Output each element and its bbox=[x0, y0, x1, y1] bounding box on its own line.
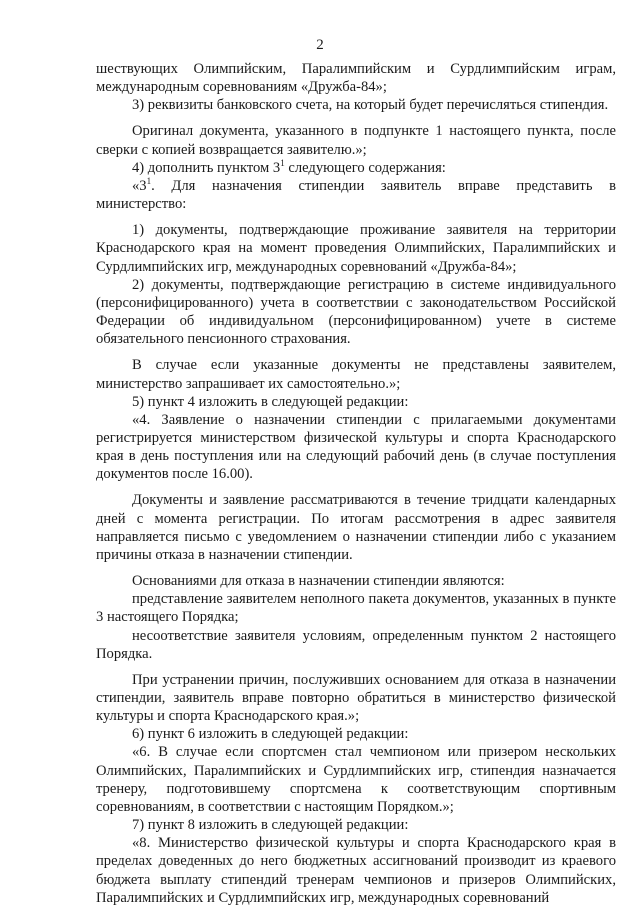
amendment-4-text: 4) дополнить пунктом 3 bbox=[132, 159, 281, 176]
paragraph-item-1: 1) документы, подтверждающие проживание заявителя на территории Краснодарского края на момент проведения Олимпийских, Паралимпийских и Сурдлимпийских игр, международных соревнований «Дружба-84»; bbox=[96, 222, 616, 275]
paragraph-amendment-5: 5) пункт 4 изложить в следующей редакции: bbox=[132, 393, 409, 410]
point-3-1-text: . Для назначения стипендии заявитель вправе представить в министерство: bbox=[96, 177, 616, 213]
point-3-1-prefix: «3 bbox=[132, 177, 147, 194]
superscript: 1 bbox=[146, 175, 152, 186]
paragraph-item-2: 2) документы, подтверждающие регистрацию в системе индивидуального (персонифицированного) учета в соответствии с законодательством Российской Федерации об индивидуальном (персонифицированном) учете в системе обязательного пенсионного страхования. bbox=[96, 276, 616, 348]
paragraph-point-3-1 bbox=[96, 177, 616, 213]
superscript: 1 bbox=[280, 157, 285, 168]
paragraph-point-6: «6. В случае если спортсмен стал чемпионом или призером нескольких Олимпийских, Паралимпийских и Сурдлимпийских игр, стипендия назначается тренеру, подготовившему спортсмена к соответствующим спортивным соревнованиям, в соответствии с настоящим Порядком.»; bbox=[96, 744, 616, 815]
paragraph-request: В случае если указанные документы не представлены заявителем, министерство запрашивает их самостоятельно.»; bbox=[96, 357, 616, 392]
document-body bbox=[96, 60, 616, 907]
paragraph-refusal-grounds: Основаниями для отказа в назначении стипендии являются: bbox=[132, 573, 505, 590]
paragraph-point-8: «8. Министерство физической культуры и спорта Краснодарского края в пределах доведенных до него бюджетных ассигнований производит из краевого бюджета выплату стипендий тренерам чемпионов и призеров Олимпийских, Паралимпийских и Сурдлимпийских игр, международных соревнований bbox=[96, 835, 616, 906]
page-number: 2 bbox=[316, 37, 324, 53]
paragraph-amendment-4 bbox=[96, 159, 616, 177]
paragraph-incomplete-package: представление заявителем неполного пакета документов, указанных в пункте 3 настоящего Порядка; bbox=[96, 591, 616, 626]
paragraph-nonconformity: несоответствие заявителя условиям, определенным пунктом 2 настоящего Порядка. bbox=[96, 627, 616, 662]
paragraph-review: Документы и заявление рассматриваются в течение тридцати календарных дней с момента регистрации. По итогам рассмотрения в адрес заявителя направляется письмо с уведомлением о назначении стипендии либо с указанием причины отказа в назначении стипендии. bbox=[96, 492, 616, 563]
paragraph-amendment-7: 7) пункт 8 изложить в следующей редакции: bbox=[132, 817, 409, 834]
paragraph-original-document: Оригинал документа, указанного в подпункте 1 настоящего пункта, после сверки с копией возвращается заявителю.»; bbox=[96, 123, 616, 158]
paragraph-bank-details: 3) реквизиты банковского счета, на который будет перечисляться стипендия. bbox=[132, 97, 609, 114]
paragraph-amendment-6: 6) пункт 6 изложить в следующей редакции: bbox=[132, 726, 409, 743]
paragraph-point-4: «4. Заявление о назначении стипендии с прилагаемыми документами регистрируется министерством физической культуры и спорта Краснодарского края в день поступления или на следующий рабочий день (в случае поступления документов после 16.00). bbox=[96, 411, 616, 483]
paragraph-continuation: шествующих Олимпийским, Паралимпийским и Сурдлимпийским играм, международным соревнованиям «Дружба-84»; bbox=[96, 61, 616, 96]
amendment-4-text-end: следующего содержания: bbox=[284, 159, 446, 176]
paragraph-reapply: При устранении причин, послуживших основанием для отказа в назначении стипендии, заявитель вправе повторно обратиться в министерство физической культуры и спорта Краснодарского края.»; bbox=[96, 671, 616, 725]
